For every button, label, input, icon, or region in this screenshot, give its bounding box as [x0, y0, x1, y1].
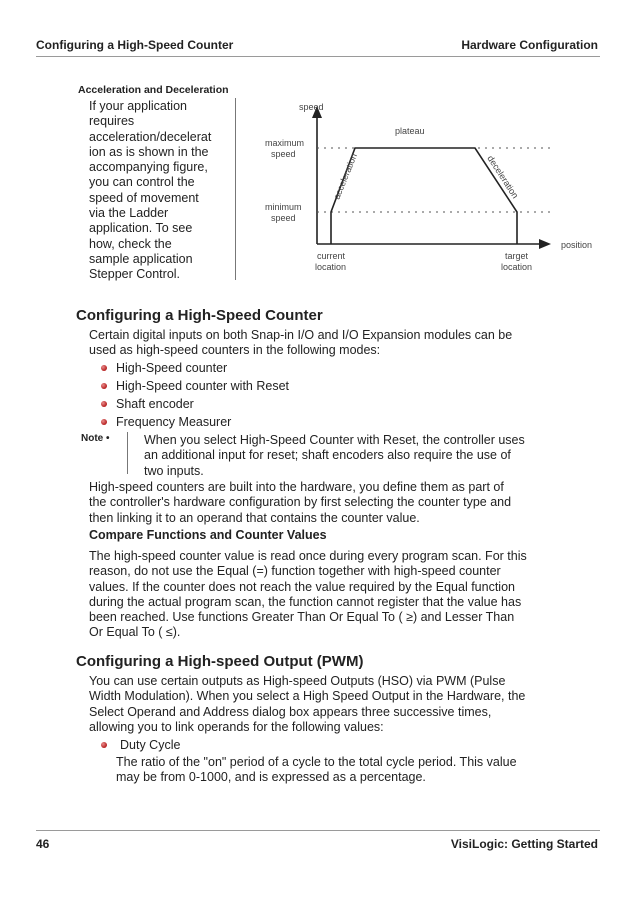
- accel-line: ion as is shown in the: [89, 144, 209, 159]
- bullet-icon: [101, 742, 107, 748]
- accel-line: requires: [89, 114, 135, 129]
- note-divider: [127, 432, 128, 474]
- pwm-intro-line: Select Operand and Address dialog box appears three successive times,: [89, 704, 492, 719]
- label-speed: speed: [299, 102, 324, 112]
- duty-cycle-line: The ratio of the "on" period of a cycle to the total cycle period. This value: [116, 755, 517, 769]
- note-label: [81, 433, 110, 444]
- label-position: position: [561, 240, 593, 250]
- note-line: two inputs.: [144, 463, 204, 478]
- compare-line: during the actual program scan, the function cannot register that the value has: [89, 594, 522, 609]
- label-minimum: minimum: [265, 202, 302, 212]
- pwm-intro-line: Width Modulation). When you select a High Speed Output in the Hardware, the: [89, 689, 526, 704]
- note-line: When you select High-Speed Counter with Reset, the controller uses: [144, 433, 525, 447]
- duty-cycle-item: Duty Cycle: [120, 738, 181, 752]
- compare-title: Compare Functions and Counter Values: [89, 528, 327, 542]
- pwm-intro-line: allowing you to link operands for the following values:: [89, 719, 384, 734]
- accel-line: how, check the: [89, 236, 172, 251]
- footer-title: VisiLogic: Getting Started: [450, 837, 598, 851]
- label-current: current: [317, 251, 346, 261]
- pwm-intro: [89, 674, 604, 735]
- duty-cycle-line: may be from 0-1000, and is expressed as a percentage.: [116, 770, 426, 785]
- label-maximum: maximum: [265, 138, 305, 148]
- accel-line: If your application: [89, 99, 187, 113]
- speed-profile-figure: [255, 96, 600, 280]
- label-plateau: plateau: [395, 126, 425, 136]
- bullet-icon: [101, 419, 107, 425]
- hsc-intro: [89, 328, 599, 359]
- hsc-para-line: then linking it to an operand that contains the counter value.: [89, 510, 420, 525]
- accel-line: via the Ladder: [89, 206, 169, 221]
- accel-line: Stepper Control.: [89, 267, 181, 282]
- mode-item: Frequency Measurer: [116, 415, 232, 429]
- accel-text: [89, 99, 237, 283]
- duty-cycle-desc: [116, 755, 601, 786]
- x-axis-arrow-icon: [539, 239, 551, 249]
- hsc-para-line: the controller's hardware configuration by first selecting the counter type and: [89, 495, 512, 510]
- note-label-text: Note: [81, 433, 104, 444]
- header-right: Hardware Configuration: [461, 38, 598, 52]
- accel-divider: [235, 98, 236, 280]
- header-left: Configuring a High-Speed Counter: [36, 38, 234, 52]
- label-max-speed: speed: [271, 149, 296, 159]
- accel-caption: Acceleration and Deceleration: [78, 84, 229, 96]
- footer-rule: [36, 830, 600, 831]
- compare-line: values. If the counter does not reach the value required by the Equal function: [89, 579, 515, 594]
- accel-line: speed of movement: [89, 190, 199, 205]
- compare-line: been reached. Use functions Greater Than Or Equal To ( ≥) and Lesser Than: [89, 610, 515, 625]
- hsc-para: [89, 480, 599, 526]
- compare-line: Or Equal To ( ≤).: [89, 625, 181, 640]
- note-bullet-icon: •: [103, 433, 110, 444]
- label-current-location: location: [315, 262, 347, 272]
- hsc-para-line: High-speed counters are built into the hardware, you define them as part of: [89, 480, 504, 494]
- bullet-icon: [101, 401, 107, 407]
- label-min-speed: speed: [271, 213, 296, 223]
- bullet-icon: [101, 383, 107, 389]
- header-rule: [36, 56, 600, 57]
- note-text: [144, 433, 584, 479]
- pwm-intro-line: You can use certain outputs as High-speed Outputs (HSO) via PWM (Pulse: [89, 674, 506, 688]
- compare-line: The high-speed counter value is read once during every program scan. For this: [89, 549, 527, 563]
- label-deceleration: deceleration: [485, 153, 521, 201]
- mode-item: High-Speed counter with Reset: [116, 379, 290, 393]
- accel-line: you can control the: [89, 175, 195, 190]
- accel-line: application. To see: [89, 221, 193, 236]
- hsc-title: Configuring a High-Speed Counter: [76, 307, 323, 324]
- accel-line: sample application: [89, 251, 193, 266]
- label-target: target: [505, 251, 529, 261]
- accel-line: accompanying figure,: [89, 160, 208, 175]
- mode-item: High-Speed counter: [116, 361, 228, 375]
- page-number: 46: [36, 837, 50, 851]
- label-acceleration: acceleration: [331, 152, 360, 201]
- label-target-location: location: [501, 262, 533, 272]
- note-line: an additional input for reset; shaft encoders also require the use of: [144, 448, 511, 463]
- hsc-intro-line: used as high-speed counters in the following modes:: [89, 343, 381, 358]
- compare-line: reason, do not use the Equal (=) function together with high-speed counter: [89, 564, 501, 579]
- compare-text: [89, 549, 604, 641]
- accel-line: acceleration/decelerat: [89, 129, 212, 144]
- bullet-icon: [101, 365, 107, 371]
- mode-item: Shaft encoder: [116, 397, 194, 411]
- hsc-intro-line: Certain digital inputs on both Snap-in I/O and I/O Expansion modules can be: [89, 328, 513, 342]
- pwm-title: Configuring a High-speed Output (PWM): [76, 653, 364, 670]
